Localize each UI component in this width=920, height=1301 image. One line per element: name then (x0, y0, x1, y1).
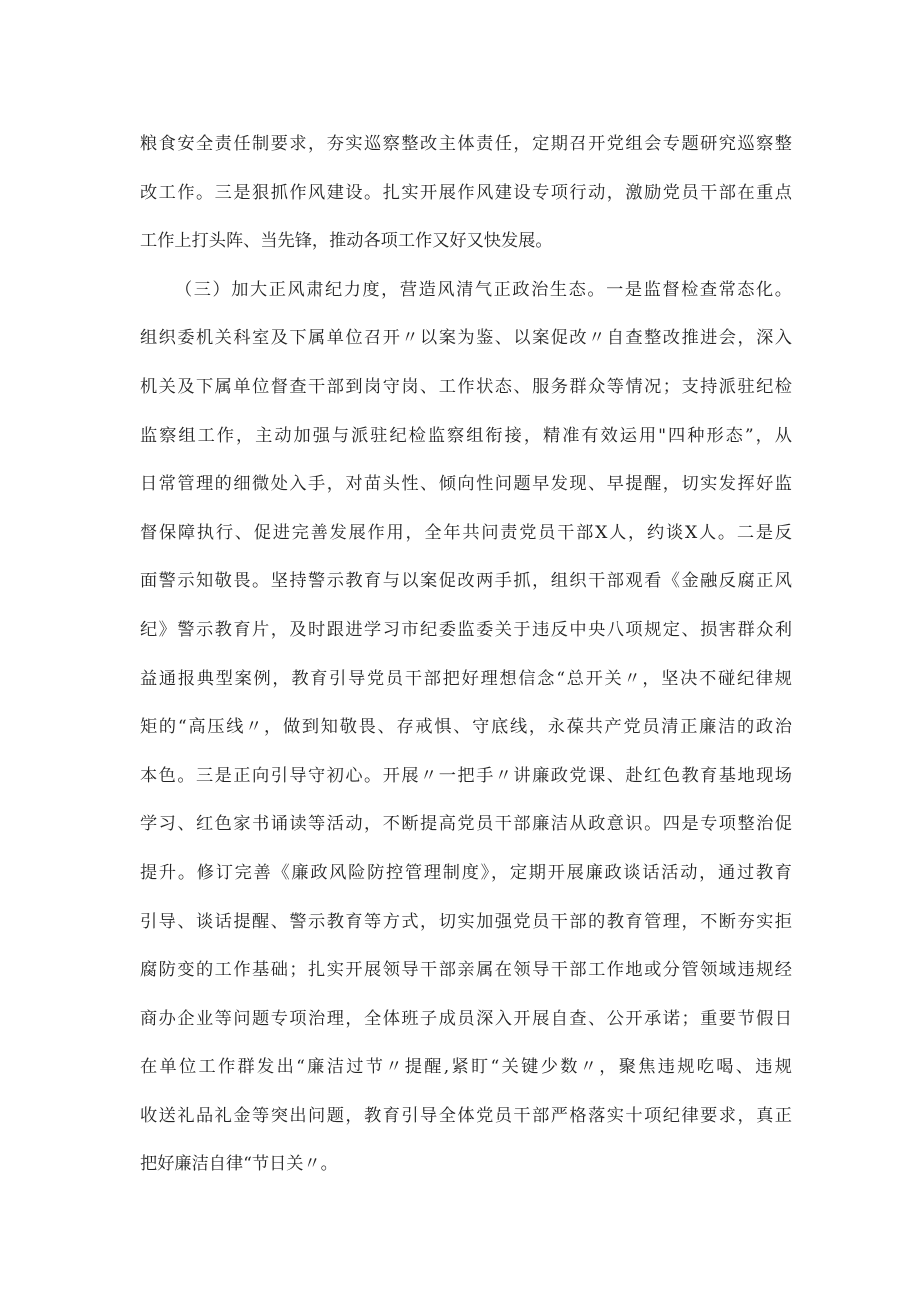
paragraph-2-line-6: 督保障执行、促进完善发展作用，全年共问责党员干部X人，约谈X人。二是反 (140, 522, 792, 543)
paragraph-1-line-3: 工作上打头阵、当先锋，推动各项工作又好又快发展。 (140, 231, 553, 252)
paragraph-2-line-17: 在单位工作群发出“廉洁过节〃提醒,紧盯“关键少数〃，聚焦违规吃喝、违规 (140, 1057, 792, 1078)
document-body (140, 120, 792, 1189)
paragraph-2-line-16: 商办企业等问题专项治理，全体班子成员深入开展自查、公开承诺；重要节假日 (140, 1008, 792, 1029)
paragraph-2-line-2: 组织委机关科室及下属单位召开〃以案为鉴、以案促改〃自查整改推进会，深入 (140, 328, 792, 349)
paragraph-1-line-1: 粮食安全责任制要求，夯实巡察整改主体责任，定期召开党组会专题研究巡察整 (140, 134, 792, 154)
paragraph-2 (140, 266, 792, 1189)
paragraph-2-line-12: 学习、红色家书诵读等活动，不断提高党员干部廉洁从政意识。四是专项整治促 (140, 814, 792, 835)
paragraph-1 (140, 120, 792, 266)
paragraph-2-line-5: 日常管理的细微处入手，对苗头性、倾向性问题早发现、早提醒，切实发挥好监 (140, 474, 792, 495)
paragraph-2-line-18: 收送礼品礼金等突出问题，教育引导全体党员干部严格落实十项纪律要求，真正 (140, 1105, 792, 1126)
paragraph-2-line-7: 面警示知敬畏。坚持警示教育与以案促改两手抓，组织干部观看《金融反腐正风 (140, 571, 792, 592)
paragraph-2-line-11: 本色。三是正向引导守初心。开展〃一把手〃讲廉政党课、赴红色教育基地现场 (140, 765, 792, 786)
paragraph-2-line-8: 纪》警示教育片，及时跟进学习市纪委监委关于违反中央八项规定、损害群众利 (140, 619, 792, 640)
paragraph-2-line-15: 腐防变的工作基础；扎实开展领导干部亲属在领导干部工作地或分管领域违规经 (140, 960, 792, 981)
paragraph-2-line-4: 监察组工作，主动加强与派驻纪检监察组衔接，精准有效运用"四种形态”，从 (140, 425, 792, 446)
paragraph-2-line-9: 益通报典型案例，教育引导党员干部把好理想信念“总开关〃，坚决不碰纪律规 (140, 668, 792, 689)
paragraph-2-line-1: （三）加大正风肃纪力度，营造风清气正政治生态。一是监督检查常态化。 (175, 279, 792, 300)
paragraph-2-line-19: 把好廉洁自律“节日关〃。 (140, 1154, 338, 1175)
paragraph-2-line-13: 提升。修订完善《廉政风险防控管理制度》，定期开展廉政谈话活动，通过教育 (140, 862, 792, 883)
paragraph-1-line-2: 改工作。三是狠抓作风建设。扎实开展作风建设专项行动，激励党员干部在重点 (140, 182, 792, 203)
paragraph-2-line-14: 引导、谈话提醒、警示教育等方式，切实加强党员干部的教育管理，不断夯实拒 (140, 911, 792, 932)
paragraph-2-line-3: 机关及下属单位督查干部到岗守岗、工作状态、服务群众等情况；支持派驻纪检 (140, 376, 792, 397)
paragraph-2-line-10: 矩的“高压线〃，做到知敬畏、存戒惧、守底线，永葆共产党员清正廉洁的政治 (140, 717, 792, 738)
